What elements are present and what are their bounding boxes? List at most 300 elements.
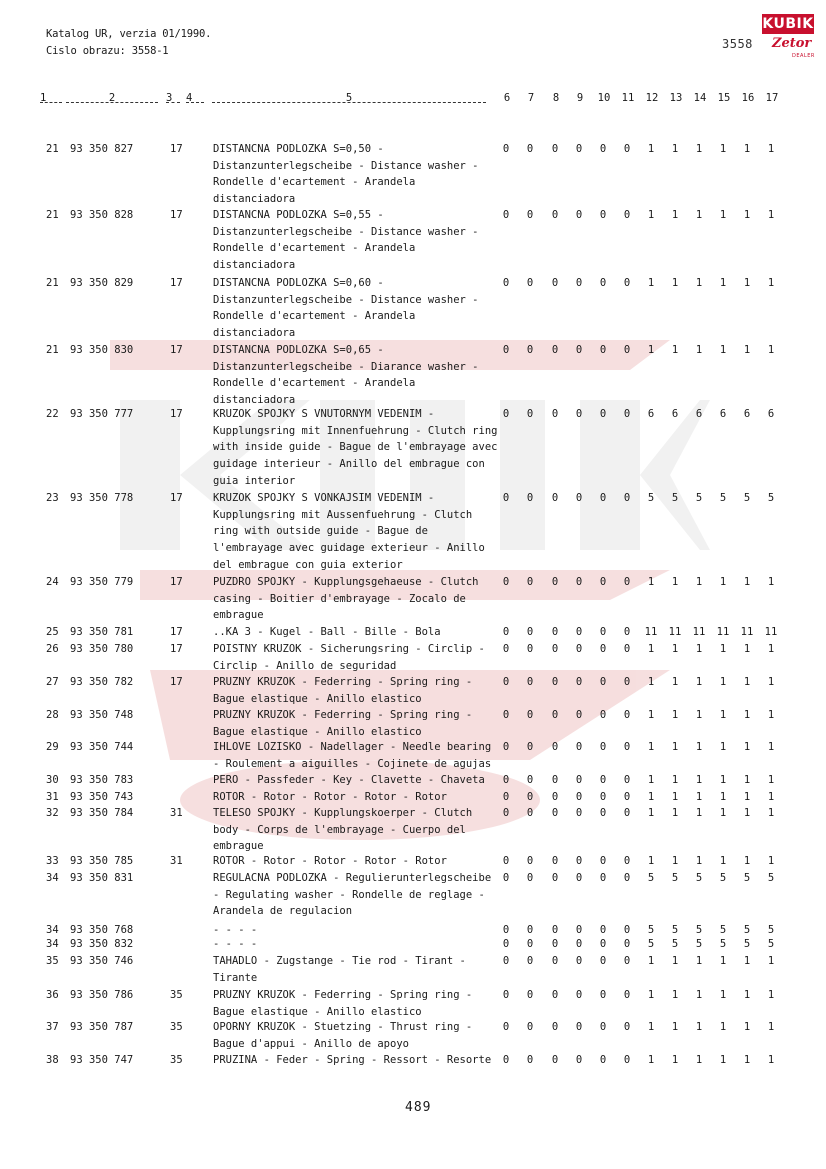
quantity-cell: 0 bbox=[575, 626, 583, 638]
quantity-cell: 0 bbox=[599, 924, 607, 936]
quantity-cell: 1 bbox=[647, 277, 655, 289]
quantity-cell: 5 bbox=[671, 872, 679, 884]
quantity-cell: 6 bbox=[767, 408, 775, 420]
part-description: DISTANCNA PODLOZKA S=0,50 - Distanzunterlegscheibe - Distance washer - Rondelle d'ecartement - Arandela distanciadora bbox=[213, 143, 479, 206]
quantity-cell: 0 bbox=[502, 676, 510, 688]
quantity-cell: 0 bbox=[623, 492, 631, 504]
reference-number: 31 bbox=[170, 855, 183, 867]
position-number: 27 bbox=[46, 676, 59, 688]
quantity-cell: 0 bbox=[623, 277, 631, 289]
quantity-cell: 0 bbox=[551, 938, 559, 950]
part-description: ROTOR - Rotor - Rotor - Rotor - Rotor bbox=[213, 791, 447, 803]
quantity-cell: 0 bbox=[623, 1054, 631, 1066]
logo-kubik-text: KUBIK bbox=[762, 16, 814, 32]
quantity-cell: 0 bbox=[502, 626, 510, 638]
quantity-cell: 1 bbox=[767, 774, 775, 786]
part-description: ..KA 3 - Kugel - Ball - Bille - Bola bbox=[213, 626, 441, 638]
quantity-cell: 5 bbox=[719, 938, 727, 950]
quantity-cell: 1 bbox=[695, 955, 703, 967]
quantity-cell: 1 bbox=[767, 643, 775, 655]
quantity-cell: 0 bbox=[599, 408, 607, 420]
quantity-cell: 0 bbox=[502, 143, 510, 155]
col-header-qty: 16 bbox=[741, 92, 755, 104]
quantity-cell: 1 bbox=[767, 344, 775, 356]
quantity-cell: 11 bbox=[740, 626, 754, 638]
quantity-cells bbox=[500, 407, 790, 421]
quantity-cell: 1 bbox=[743, 855, 751, 867]
quantity-cell: 1 bbox=[695, 576, 703, 588]
quantity-cell: 0 bbox=[551, 1054, 559, 1066]
part-number: 93 350 782 bbox=[70, 676, 134, 688]
quantity-cell: 1 bbox=[647, 709, 655, 721]
part-number: 93 350 786 bbox=[70, 989, 134, 1001]
quantity-cell: 5 bbox=[767, 492, 775, 504]
position-number: 31 bbox=[46, 791, 59, 803]
position-number: 35 bbox=[46, 955, 59, 967]
quantity-cell: 0 bbox=[575, 676, 583, 688]
quantity-cell: 0 bbox=[526, 492, 534, 504]
quantity-cell: 5 bbox=[671, 924, 679, 936]
position-number: 23 bbox=[46, 492, 59, 504]
quantity-cell: 1 bbox=[695, 344, 703, 356]
col-header-qty: 9 bbox=[576, 92, 584, 104]
quantity-cell: 0 bbox=[551, 209, 559, 221]
col-header-qty: 10 bbox=[597, 92, 611, 104]
quantity-cell: 1 bbox=[743, 709, 751, 721]
reference-number: 17 bbox=[170, 344, 183, 356]
position-number: 34 bbox=[46, 938, 59, 950]
quantity-cell: 0 bbox=[599, 774, 607, 786]
quantity-cell: 1 bbox=[719, 277, 727, 289]
quantity-cell: 1 bbox=[767, 955, 775, 967]
quantity-cell: 1 bbox=[743, 1054, 751, 1066]
quantity-cell: 1 bbox=[743, 989, 751, 1001]
quantity-cell: 6 bbox=[695, 408, 703, 420]
quantity-cell: 0 bbox=[502, 1054, 510, 1066]
quantity-cell: 0 bbox=[599, 989, 607, 1001]
quantity-cell: 0 bbox=[551, 408, 559, 420]
quantity-cell: 0 bbox=[575, 855, 583, 867]
part-description: PRUZNY KRUZOK - Federring - Spring ring - Bague elastique - Anillo elastico bbox=[213, 709, 473, 738]
quantity-cell: 1 bbox=[719, 807, 727, 819]
quantity-cell: 1 bbox=[743, 807, 751, 819]
position-number: 32 bbox=[46, 807, 59, 819]
quantity-cell: 1 bbox=[719, 676, 727, 688]
quantity-cells bbox=[500, 854, 790, 868]
quantity-cell: 5 bbox=[647, 492, 655, 504]
quantity-cell: 0 bbox=[623, 209, 631, 221]
quantity-cell: 5 bbox=[671, 938, 679, 950]
quantity-cell: 0 bbox=[623, 1021, 631, 1033]
quantity-cell: 0 bbox=[526, 576, 534, 588]
quantity-cells bbox=[500, 740, 790, 754]
quantity-cell: 0 bbox=[551, 741, 559, 753]
quantity-cell: 0 bbox=[599, 955, 607, 967]
position-number: 21 bbox=[46, 277, 59, 289]
quantity-cell: 11 bbox=[716, 626, 730, 638]
position-number: 21 bbox=[46, 344, 59, 356]
quantity-cell: 1 bbox=[743, 676, 751, 688]
quantity-cell: 1 bbox=[647, 576, 655, 588]
quantity-cell: 0 bbox=[599, 1054, 607, 1066]
part-number: 93 350 785 bbox=[70, 855, 134, 867]
quantity-cell: 1 bbox=[719, 576, 727, 588]
quantity-cell: 0 bbox=[599, 741, 607, 753]
quantity-cell: 0 bbox=[575, 807, 583, 819]
reference-number: 17 bbox=[170, 643, 183, 655]
quantity-cell: 0 bbox=[623, 643, 631, 655]
quantity-cell: 0 bbox=[575, 209, 583, 221]
col-header-qty: 12 bbox=[645, 92, 659, 104]
quantity-cell: 0 bbox=[623, 938, 631, 950]
reference-number: 17 bbox=[170, 492, 183, 504]
quantity-cell: 0 bbox=[623, 855, 631, 867]
quantity-cell: 0 bbox=[551, 855, 559, 867]
quantity-cell: 0 bbox=[502, 989, 510, 1001]
quantity-cell: 1 bbox=[695, 709, 703, 721]
quantity-cell: 1 bbox=[695, 741, 703, 753]
quantity-cell: 5 bbox=[695, 924, 703, 936]
quantity-cell: 1 bbox=[695, 1054, 703, 1066]
page-number: 489 bbox=[405, 1100, 432, 1115]
quantity-cell: 5 bbox=[695, 492, 703, 504]
quantity-cell: 0 bbox=[575, 938, 583, 950]
quantity-cells bbox=[500, 871, 790, 885]
quantity-cell: 0 bbox=[623, 709, 631, 721]
quantity-cell: 0 bbox=[502, 791, 510, 803]
quantity-cells bbox=[500, 142, 790, 156]
quantity-cell: 1 bbox=[647, 741, 655, 753]
quantity-cell: 1 bbox=[767, 1021, 775, 1033]
col-header-qty: 15 bbox=[717, 92, 731, 104]
part-description: POISTNY KRUZOK - Sicherungsring - Circlip - Circlip - Anillo de seguridad bbox=[213, 643, 485, 672]
quantity-cell: 1 bbox=[719, 855, 727, 867]
quantity-cell: 1 bbox=[647, 791, 655, 803]
part-description: TAHADLO - Zugstange - Tie rod - Tirant - Tirante bbox=[213, 955, 466, 984]
quantity-cells bbox=[500, 343, 790, 357]
reference-number: 35 bbox=[170, 1054, 183, 1066]
quantity-cell: 1 bbox=[647, 344, 655, 356]
part-number: 93 350 743 bbox=[70, 791, 134, 803]
quantity-cells bbox=[500, 575, 790, 589]
quantity-cell: 1 bbox=[767, 855, 775, 867]
quantity-cell: 0 bbox=[502, 643, 510, 655]
quantity-cell: 0 bbox=[623, 626, 631, 638]
quantity-cell: 1 bbox=[671, 709, 679, 721]
quantity-cell: 0 bbox=[551, 989, 559, 1001]
quantity-cell: 0 bbox=[623, 807, 631, 819]
quantity-cell: 1 bbox=[719, 989, 727, 1001]
part-description: DISTANCNA PODLOZKA S=0,65 - Distanzunterlegscheibe - Diarance washer - Rondelle d'ecartement - Arandela distanciadora bbox=[213, 344, 479, 407]
quantity-cell: 0 bbox=[623, 872, 631, 884]
quantity-cell: 1 bbox=[671, 344, 679, 356]
quantity-cell: 1 bbox=[767, 277, 775, 289]
quantity-cells bbox=[500, 675, 790, 689]
reference-number: 17 bbox=[170, 209, 183, 221]
quantity-cell: 1 bbox=[719, 643, 727, 655]
quantity-cell: 1 bbox=[671, 774, 679, 786]
quantity-cell: 0 bbox=[502, 855, 510, 867]
reference-number: 17 bbox=[170, 408, 183, 420]
part-description: IHLOVE LOZISKO - Nadellager - Needle bearing - Roulement a aiguilles - Cojinete de agujas bbox=[213, 741, 492, 770]
quantity-cell: 0 bbox=[551, 492, 559, 504]
quantity-cell: 0 bbox=[551, 807, 559, 819]
quantity-cell: 1 bbox=[743, 791, 751, 803]
quantity-cell: 0 bbox=[599, 807, 607, 819]
quantity-cell: 0 bbox=[599, 277, 607, 289]
quantity-cell: 1 bbox=[767, 209, 775, 221]
reference-number: 35 bbox=[170, 989, 183, 1001]
part-description: REGULACNA PODLOZKA - Regulierunterlegscheibe - Regulating washer - Rondelle de reglage - Arandela de regulacion bbox=[213, 872, 492, 918]
part-number: 93 350 830 bbox=[70, 344, 134, 356]
quantity-cell: 0 bbox=[551, 774, 559, 786]
quantity-cell: 5 bbox=[767, 924, 775, 936]
position-number: 21 bbox=[46, 143, 59, 155]
quantity-cell: 0 bbox=[551, 344, 559, 356]
quantity-cell: 0 bbox=[575, 344, 583, 356]
quantity-cell: 0 bbox=[599, 938, 607, 950]
quantity-cell: 0 bbox=[502, 807, 510, 819]
quantity-cell: 1 bbox=[719, 741, 727, 753]
quantity-cell: 1 bbox=[767, 709, 775, 721]
quantity-cell: 0 bbox=[526, 741, 534, 753]
position-number: 34 bbox=[46, 872, 59, 884]
quantity-cell: 1 bbox=[767, 1054, 775, 1066]
quantity-cell: 5 bbox=[743, 938, 751, 950]
quantity-cell: 0 bbox=[526, 277, 534, 289]
col-header-qty: 14 bbox=[693, 92, 707, 104]
quantity-cell: 0 bbox=[551, 872, 559, 884]
quantity-cell: 0 bbox=[526, 1054, 534, 1066]
quantity-cell: 0 bbox=[575, 741, 583, 753]
quantity-cell: 1 bbox=[695, 209, 703, 221]
part-number: 93 350 784 bbox=[70, 807, 134, 819]
quantity-cell: 1 bbox=[767, 576, 775, 588]
part-number: 93 350 746 bbox=[70, 955, 134, 967]
col-header-qty: 6 bbox=[503, 92, 511, 104]
part-number: 93 350 768 bbox=[70, 924, 134, 936]
quantity-cell: 0 bbox=[526, 408, 534, 420]
quantity-cell: 1 bbox=[647, 1054, 655, 1066]
quantity-cell: 0 bbox=[502, 938, 510, 950]
logo-dealer-text: DEALER bbox=[792, 53, 815, 59]
part-number: 93 350 747 bbox=[70, 1054, 134, 1066]
quantity-cell: 0 bbox=[526, 676, 534, 688]
quantity-cell: 0 bbox=[526, 344, 534, 356]
quantity-cell: 0 bbox=[575, 709, 583, 721]
quantity-cell: 5 bbox=[743, 924, 751, 936]
quantity-cell: 0 bbox=[526, 143, 534, 155]
quantity-cell: 1 bbox=[671, 643, 679, 655]
quantity-cell: 0 bbox=[599, 791, 607, 803]
position-number: 34 bbox=[46, 924, 59, 936]
quantity-cell: 0 bbox=[502, 709, 510, 721]
quantity-cell: 5 bbox=[671, 492, 679, 504]
quantity-cell: 0 bbox=[502, 492, 510, 504]
quantity-cell: 0 bbox=[551, 576, 559, 588]
quantity-cell: 0 bbox=[551, 924, 559, 936]
position-number: 28 bbox=[46, 709, 59, 721]
quantity-cell: 5 bbox=[743, 492, 751, 504]
quantity-cell: 0 bbox=[526, 924, 534, 936]
quantity-cell: 0 bbox=[502, 209, 510, 221]
quantity-cell: 0 bbox=[575, 872, 583, 884]
quantity-cell: 1 bbox=[647, 855, 655, 867]
quantity-cell: 11 bbox=[692, 626, 706, 638]
part-number: 93 350 831 bbox=[70, 872, 134, 884]
col-header-qty: 8 bbox=[552, 92, 560, 104]
quantity-cell: 1 bbox=[743, 643, 751, 655]
quantity-cell: 0 bbox=[575, 576, 583, 588]
quantity-cell: 0 bbox=[599, 1021, 607, 1033]
part-description: PERO - Passfeder - Key - Clavette - Chaveta bbox=[213, 774, 485, 786]
reference-number: 17 bbox=[170, 576, 183, 588]
part-description: PRUZINA - Feder - Spring - Ressort - Resorte bbox=[213, 1054, 492, 1066]
part-number: 93 350 828 bbox=[70, 209, 134, 221]
quantity-cell: 0 bbox=[551, 277, 559, 289]
quantity-cells bbox=[500, 708, 790, 722]
reference-number: 17 bbox=[170, 676, 183, 688]
quantity-cell: 0 bbox=[575, 643, 583, 655]
quantity-cell: 1 bbox=[671, 1054, 679, 1066]
page-code: 3558 bbox=[722, 37, 753, 51]
quantity-cell: 1 bbox=[719, 344, 727, 356]
part-number: 93 350 829 bbox=[70, 277, 134, 289]
quantity-cell: 0 bbox=[526, 209, 534, 221]
quantity-cells bbox=[500, 276, 790, 290]
quantity-cell: 0 bbox=[599, 855, 607, 867]
quantity-cell: 1 bbox=[647, 955, 655, 967]
part-description: DISTANCNA PODLOZKA S=0,60 - Distanzunterlegscheibe - Distance washer - Rondelle d'ecartement - Arandela distanciadora bbox=[213, 277, 479, 340]
position-number: 29 bbox=[46, 741, 59, 753]
quantity-cell: 1 bbox=[743, 741, 751, 753]
col-header-1: 1 bbox=[40, 92, 62, 103]
quantity-cell: 0 bbox=[599, 576, 607, 588]
quantity-cell: 1 bbox=[647, 989, 655, 1001]
quantity-cell: 0 bbox=[623, 576, 631, 588]
position-number: 38 bbox=[46, 1054, 59, 1066]
quantity-cell: 0 bbox=[623, 741, 631, 753]
part-description: TELESO SPOJKY - Kupplungskoerper - Clutch body - Corps de l'embrayage - Cuerpo del embrague bbox=[213, 807, 473, 853]
quantity-cell: 1 bbox=[695, 643, 703, 655]
quantity-cell: 0 bbox=[502, 774, 510, 786]
quantity-cell: 1 bbox=[671, 791, 679, 803]
part-description: KRUZOK SPOJKY S VONKAJSIM VEDENIM - Kupplungsring mit Aussenfuehrung - Clutch ring with outside guide - Bague de l'embrayage avec guidage exterieur - Anillo del embrague con guia exterior bbox=[213, 492, 485, 571]
part-number: 93 350 780 bbox=[70, 643, 134, 655]
quantity-cell: 0 bbox=[502, 872, 510, 884]
quantity-cell: 0 bbox=[623, 676, 631, 688]
quantity-cells bbox=[500, 1053, 790, 1067]
quantity-cell: 0 bbox=[623, 955, 631, 967]
position-number: 30 bbox=[46, 774, 59, 786]
reference-number: 17 bbox=[170, 626, 183, 638]
quantity-cell: 1 bbox=[671, 989, 679, 1001]
quantity-cell: 0 bbox=[526, 955, 534, 967]
quantity-cell: 0 bbox=[599, 344, 607, 356]
quantity-cell: 1 bbox=[695, 807, 703, 819]
quantity-cell: 1 bbox=[695, 774, 703, 786]
position-number: 37 bbox=[46, 1021, 59, 1033]
quantity-cell: 1 bbox=[719, 791, 727, 803]
part-number: 93 350 781 bbox=[70, 626, 134, 638]
quantity-cell: 1 bbox=[767, 741, 775, 753]
position-number: 25 bbox=[46, 626, 59, 638]
quantity-cell: 0 bbox=[575, 1054, 583, 1066]
quantity-cell: 0 bbox=[575, 1021, 583, 1033]
quantity-cells bbox=[500, 208, 790, 222]
quantity-cell: 1 bbox=[719, 209, 727, 221]
reference-number: 17 bbox=[170, 143, 183, 155]
quantity-cell: 0 bbox=[502, 955, 510, 967]
quantity-cells bbox=[500, 923, 790, 937]
quantity-cell: 0 bbox=[526, 1021, 534, 1033]
position-number: 26 bbox=[46, 643, 59, 655]
quantity-cell: 1 bbox=[767, 143, 775, 155]
quantity-cell: 0 bbox=[502, 741, 510, 753]
quantity-cell: 6 bbox=[743, 408, 751, 420]
quantity-cell: 0 bbox=[575, 791, 583, 803]
quantity-cell: 0 bbox=[599, 676, 607, 688]
quantity-cell: 0 bbox=[551, 709, 559, 721]
quantity-cell: 0 bbox=[623, 774, 631, 786]
part-number: 93 350 778 bbox=[70, 492, 134, 504]
part-description: PRUZNY KRUZOK - Federring - Spring ring - Bague elastique - Anillo elastico bbox=[213, 676, 473, 705]
quantity-cell: 1 bbox=[719, 143, 727, 155]
quantity-cell: 1 bbox=[695, 855, 703, 867]
quantity-cell: 1 bbox=[719, 709, 727, 721]
quantity-cell: 0 bbox=[502, 576, 510, 588]
quantity-cell: 1 bbox=[767, 807, 775, 819]
quantity-cell: 1 bbox=[671, 676, 679, 688]
quantity-cell: 1 bbox=[671, 955, 679, 967]
quantity-cell: 6 bbox=[671, 408, 679, 420]
quantity-cell: 1 bbox=[695, 277, 703, 289]
quantity-cell: 0 bbox=[623, 143, 631, 155]
quantity-cell: 0 bbox=[551, 1021, 559, 1033]
quantity-cell: 1 bbox=[743, 277, 751, 289]
quantity-cell: 1 bbox=[695, 989, 703, 1001]
quantity-cell: 0 bbox=[526, 989, 534, 1001]
quantity-cell: 0 bbox=[526, 709, 534, 721]
quantity-cell: 0 bbox=[502, 408, 510, 420]
quantity-cell: 0 bbox=[526, 626, 534, 638]
quantity-cell: 1 bbox=[695, 143, 703, 155]
position-number: 24 bbox=[46, 576, 59, 588]
quantity-cell: 11 bbox=[764, 626, 778, 638]
quantity-cell: 0 bbox=[502, 924, 510, 936]
part-number: 93 350 783 bbox=[70, 774, 134, 786]
quantity-cell: 1 bbox=[767, 791, 775, 803]
part-number: 93 350 777 bbox=[70, 408, 134, 420]
col-header-qty: 7 bbox=[527, 92, 535, 104]
quantity-cell: 0 bbox=[575, 924, 583, 936]
quantity-cell: 0 bbox=[502, 344, 510, 356]
reference-number: 17 bbox=[170, 277, 183, 289]
quantity-cell: 0 bbox=[623, 791, 631, 803]
quantity-cell: 6 bbox=[647, 408, 655, 420]
quantity-cell: 1 bbox=[671, 277, 679, 289]
quantity-cell: 1 bbox=[647, 209, 655, 221]
quantity-cell: 1 bbox=[719, 774, 727, 786]
quantity-cells bbox=[500, 988, 790, 1002]
quantity-cell: 1 bbox=[767, 676, 775, 688]
position-number: 21 bbox=[46, 209, 59, 221]
quantity-cell: 1 bbox=[743, 344, 751, 356]
quantity-cells bbox=[500, 954, 790, 968]
quantity-cell: 5 bbox=[767, 872, 775, 884]
quantity-cell: 0 bbox=[551, 676, 559, 688]
quantity-cell: 0 bbox=[551, 643, 559, 655]
